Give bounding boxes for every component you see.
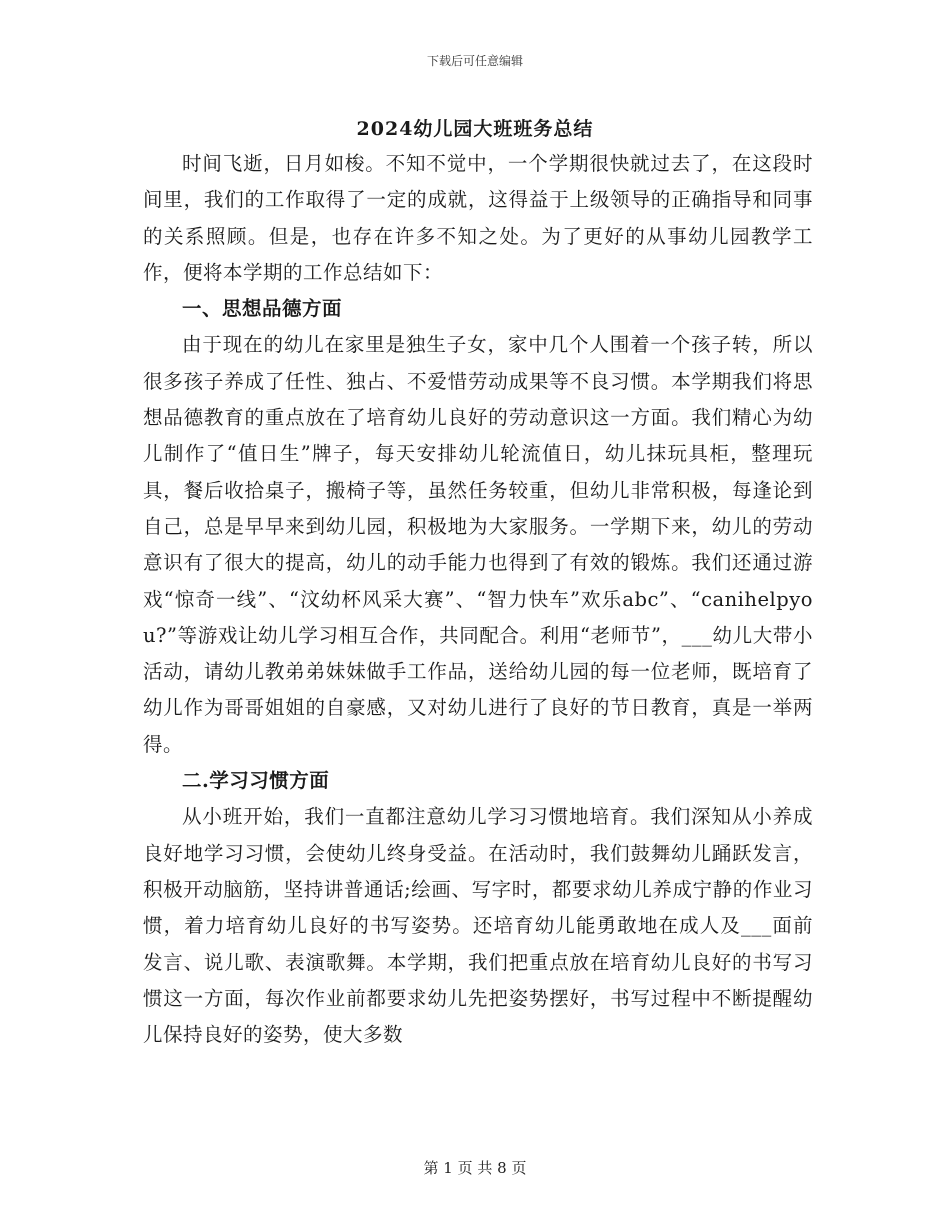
study-paragraph: 从小班开始，我们一直都注意幼儿学习习惯地培育。我们深知从小养成良好地学习习惯，会使幼儿终身受益。在活动时，我们鼓舞幼儿踊跃发言，积极开动脑筋，坚持讲普通话;绘画、写字时，都要求幼儿养成宁静的作业习惯，着力培育幼儿良好的书写姿势。还培育幼儿能勇敢地在成人及___面前发言、说儿歌、表演歌舞。本学期，我们把重点放在培育幼儿良好的书写习惯这一方面，每次作业前都要求幼儿先把姿势摆好，书写过程中不断提醒幼儿保持良好的姿势，使大多数 (143, 805, 813, 1047)
page-number: 第 1 页 共 8 页 (423, 1159, 527, 1177)
intro-paragraph: 时间飞逝，日月如梭。不知不觉中，一个学期很快就过去了，在这段时间里，我们的工作取得了一定的成就，这得益于上级领导的正确指导和同事的关系照顾。但是，也存在许多不知之处。为了更好的从事幼儿园教学工作，便将本学期的工作总结如下： (143, 152, 813, 284)
document-title: 2024幼儿园大班班务总结 (356, 118, 594, 140)
header-note: 下载后可任意编辑 (426, 54, 523, 68)
document-body (143, 146, 813, 1053)
section-heading-study: 二.学习习惯方面 (182, 769, 330, 793)
moral-paragraph: 由于现在的幼儿在家里是独生子女，家中几个人围着一个孩子转，所以很多孩子养成了任性、独占、不爱惜劳动成果等不良习惯。本学期我们将思想品德教育的重点放在了培育幼儿良好的劳动意识这一方面。我们精心为幼儿制作了“值日生”牌子，每天安排幼儿轮流值日，幼儿抹玩具柜，整理玩具，餐后收拾桌子，搬椅子等，虽然任务较重，但幼儿非常积极，每逢论到自己，总是早早来到幼儿园，积极地为大家服务。一学期下来，幼儿的劳动意识有了很大的提高，幼儿的动手能力也得到了有效的锻炼。我们还通过游戏“惊奇一线”、“汶幼杯风采大赛”、“智力快车”欢乐abc”、“canihelpyou?”等游戏让幼儿学习相互合作，共同配合。利用“老师节”，___幼儿大带小活动，请幼儿教弟弟妹妹做手工作品，送给幼儿园的每一位老师，既培育了幼儿作为哥哥姐姐的自豪感，又对幼儿进行了良好的节日教育，真是一举两得。 (143, 333, 813, 756)
section-heading-moral: 一、思想品德方面 (182, 297, 343, 321)
